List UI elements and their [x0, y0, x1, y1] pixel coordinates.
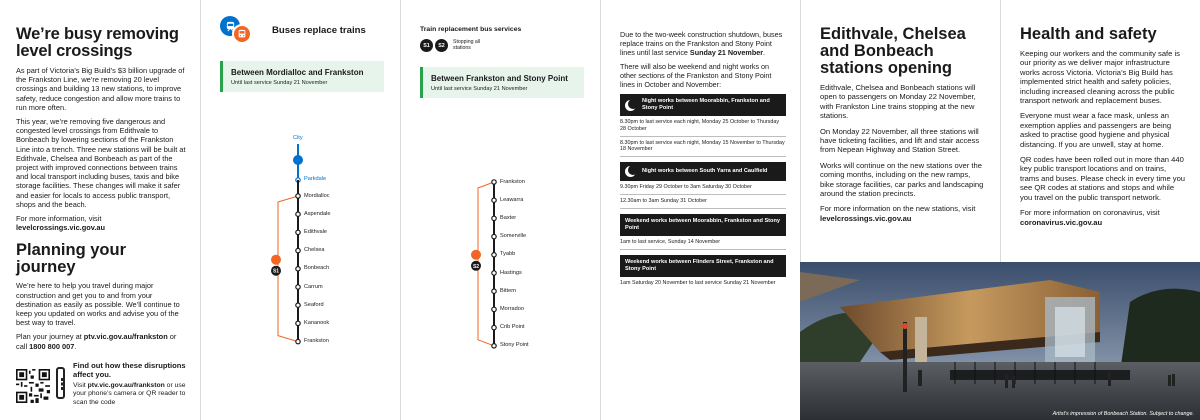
shutdown-intro: Due to the two-week construction shutdown, buses replace trains on the Frankston and Stony Point lines until last service Sunday 21 November.: [620, 30, 783, 57]
qr-ptv-link[interactable]: ptv.vic.gov.au/frankston: [87, 381, 165, 389]
intro-paragraph-2: This year, we’re removing five dangerous and congested level crossings from Edithvale to Bonbeach by lowering sections of the Frankston Line into a trench. Three new stations will be built at Edithvale, Chelsea and Bonbeach as part of the project with improved connections between trains and local transport including buses, taxis and bike storage facilities. These changes will make it safer and easier for locals to access public transport, shops and the beach.: [16, 117, 186, 209]
badge-s1: S1: [420, 39, 433, 52]
station-dot: [492, 271, 496, 275]
qr-section: [16, 361, 186, 407]
panel-works-schedule: [600, 0, 800, 420]
health-safety-title: Health and safety: [1020, 25, 1157, 43]
buses-replace-trains-title: Buses replace trains: [272, 24, 366, 36]
station-dot: [296, 339, 300, 343]
bus-icon: [232, 24, 252, 44]
stations-paragraph-1: Edithvale, Chelsea and Bonbeach stations will open to passengers on Monday 22 November, with Frankston Line trains stopping at the new stations.: [820, 83, 976, 121]
health-paragraph-1: Keeping our workers and the community safe is our priority as we deliver major infrastructure works across Victoria. Victoria’s Big Build has implemented strict health and safety policies, including increased cleaning across the public transport network and replacement buses.: [1020, 49, 1180, 106]
health-more-info: For more information on coronavirus, visit coronavirus.vic.gov.au: [1020, 208, 1160, 227]
station-label: Carrum: [304, 283, 323, 290]
works-block-weekend-flinders: Weekend works between Flinders Street, Frankston and Stony Point: [620, 255, 786, 277]
station-dot: [296, 212, 300, 216]
stations-opening-title: Edithvale, Chelsea and Bonbeach stations opening: [820, 25, 966, 77]
works-time: 1am Saturday 20 November to last service Sunday 21 November: [620, 279, 776, 286]
works-time: 8.30pm to last service each night, Monday 15 November to Thursday 18 November: [620, 137, 786, 158]
station-dot: [296, 285, 300, 289]
station-city: City: [293, 135, 303, 141]
qr-code-icon: [16, 369, 50, 403]
qr-instructions: Visit ptv.vic.gov.au/frankston or use your phone’s camera or QR reader to scan the code: [73, 381, 186, 406]
station-label: Crib Point: [500, 324, 525, 331]
train-icon: [293, 155, 303, 165]
badge-s1-label: S1: [272, 268, 280, 275]
works-time: 12.30am to 3am Sunday 31 October: [620, 195, 786, 209]
phone-number[interactable]: 1800 800 007: [29, 341, 75, 351]
ptv-link[interactable]: ptv.vic.gov.au/frankston: [83, 332, 168, 342]
phone-scan-icon: [56, 367, 65, 399]
badge-s2: S2: [435, 39, 448, 52]
health-paragraph-3: QR codes have been rolled out in more than 440 key public transport locations and on trains, trams and buses. Please check in every time you see QR codes at stations and stops and while you travel on the public transport network.: [1020, 155, 1186, 202]
disruption-box-frankston-stony-point: [420, 67, 584, 98]
bus-icon: [271, 255, 281, 265]
station-label: Baxter: [500, 214, 517, 221]
station-label: Bonbeach: [304, 265, 330, 272]
legend: [420, 39, 584, 52]
works-block-weekend-moorabbin: Weekend works between Moorabbin, Frankston and Stony Point: [620, 214, 786, 236]
station-label: Bittern: [500, 287, 517, 294]
station-dot: [296, 248, 300, 252]
stations-paragraph-3: Works will continue on the new stations over the coming months, including on the new ramps, bike storage facilities, car parks and landscaping around the station precincts.: [820, 160, 984, 199]
station-label: Chelsea: [304, 247, 325, 254]
station-label: Mordialloc: [304, 192, 330, 199]
box-subtitle: Until last service Sunday 21 November: [431, 86, 528, 92]
coronavirus-link[interactable]: coronavirus.vic.gov.au: [1020, 217, 1103, 227]
station-dot: [492, 234, 496, 238]
box-title: Between Mordialloc and Frankston: [231, 68, 364, 77]
station-dot: [296, 267, 300, 271]
works-intro: There will also be weekend and night works on other sections of the Frankston and Stony Point lines in October and November:: [620, 62, 772, 89]
station-dot: [492, 289, 496, 293]
intro-paragraph-1: As part of Victoria’s Big Build’s $3 billion upgrade of the Frankston Line, we’re removing 20 level crossings and building 13 new stations, to improve safety, reduce congestion and allow more trains to run more often.: [16, 66, 185, 112]
station-label: Frankston: [500, 178, 525, 185]
station-label: Morradoo: [500, 305, 524, 312]
station-dot: [296, 303, 300, 307]
train-bus-icons: [220, 16, 260, 44]
frankston-line-map: [200, 130, 400, 360]
station-dot: [492, 307, 496, 311]
stations-paragraph-2: On Monday 22 November, all three stations will have ticketing facilities, and lift and stair access from Nepean Highway and Station Street.: [820, 126, 980, 155]
station-dot: [296, 194, 300, 198]
station-dot: [492, 180, 496, 184]
station-label: Seaford: [304, 301, 324, 308]
station-dot: [492, 198, 496, 202]
station-dot: [296, 230, 300, 234]
station-label: Tyabb: [500, 251, 516, 258]
bus-route-line: [278, 196, 298, 342]
health-paragraph-2: Everyone must wear a face mask, unless an exemption applies and passengers are being asked to practise good hygiene and physical distancing. If you are unwell, stay at home.: [1020, 111, 1172, 149]
station-label: Edithvale: [304, 228, 328, 235]
box-title: Between Frankston and Stony Point: [431, 74, 568, 83]
render-caption: Artist’s impression of Bonbeach Station. Subject to change.: [1052, 411, 1194, 417]
station-dot: [492, 253, 496, 257]
station-dot: [492, 344, 496, 348]
qr-title: Find out how these disruptions affect you.: [73, 360, 186, 379]
station-label: Leawarra: [500, 196, 524, 203]
works-time: 1am to last service, Sunday 14 November: [620, 236, 786, 250]
planning-journey-title: Planning your journey: [16, 241, 127, 277]
station-label: Kananook: [304, 319, 330, 326]
station-dot: [492, 216, 496, 220]
legend-stopping-text: Stopping all stations: [453, 38, 481, 51]
disruption-box-mordialloc-frankston: [220, 61, 384, 92]
levelcrossings-link-2[interactable]: levelcrossings.vic.gov.au: [820, 213, 912, 223]
bus-icon: [471, 250, 481, 260]
plan-journey-text: Plan your journey at ptv.vic.gov.au/frankston or call 1800 800 007.: [16, 332, 177, 351]
replacement-services-title: Train replacement bus services: [420, 26, 522, 33]
works-time: 9.30pm Friday 29 October to 3am Saturday 30 October: [620, 181, 786, 195]
works-time: 8.30pm to last service each night, Monday 25 October to Thursday 28 October: [620, 116, 786, 137]
box-subtitle: Until last service Sunday 21 November: [231, 80, 328, 86]
station-label: Hastings: [500, 269, 522, 276]
station-parkdale: Parkdale: [304, 176, 327, 182]
levelcrossings-link[interactable]: levelcrossings.vic.gov.au: [16, 223, 106, 233]
more-info: For more information, visit levelcrossings.vic.gov.au: [16, 214, 106, 233]
station-dot: [492, 325, 496, 329]
works-block-night-south-yarra: Night works between South Yarra and Caulfield: [620, 162, 786, 181]
stony-point-line-map: [400, 172, 600, 362]
station-dot: [296, 321, 300, 325]
panel-level-crossings: [0, 0, 200, 420]
journey-paragraph: We’re here to help you travel during major construction and get you to and from your destination as easily as possible. We’ll continue to keep you updated on works and advise you of the best way to travel.: [16, 281, 180, 328]
stations-more-info: For more information on the new stations, visit levelcrossings.vic.gov.au: [820, 204, 976, 223]
badge-s2-label: S2: [472, 263, 480, 270]
works-block-night-moorabbin: Night works between Moorabbin, Frankston and Stony Point: [620, 94, 786, 116]
moon-icon: [625, 100, 636, 111]
station-label: Stony Point: [500, 342, 529, 349]
bonbeach-station-render: [800, 262, 1200, 420]
moon-icon: [625, 166, 636, 177]
station-label: Somerville: [500, 233, 527, 240]
level-crossings-title: We’re busy removing level crossings: [16, 25, 179, 60]
station-label: Aspendale: [304, 210, 331, 217]
station-label: Frankston: [304, 338, 329, 345]
